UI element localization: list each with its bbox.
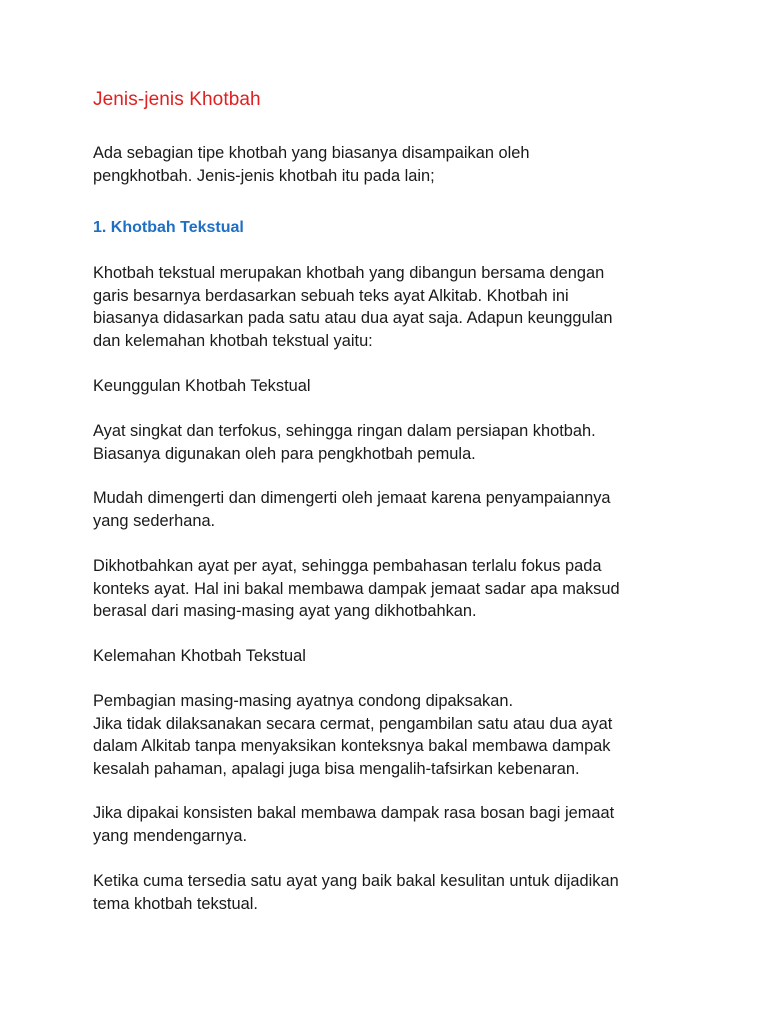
text-line: Dikhotbahkan ayat per ayat, sehingga pembahasan terlalu fokus pada [93,557,602,575]
advantage-paragraph [93,487,611,532]
weaknesses-heading [93,645,306,668]
text-line: dan kelemahan khotbah tekstual yaitu: [93,331,373,350]
weakness-paragraph [93,870,619,915]
text-line: biasanya didasarkan pada satu atau dua ayat saja. Adapun keunggulan [93,309,613,328]
text-line: Mudah dimengerti dan dimengerti oleh jemaat karena penyampaiannya [93,489,611,507]
weakness-paragraph [93,690,612,780]
text-line: konteks ayat. Hal ini bakal membawa dampak jemaat sadar apa maksud [93,579,620,598]
text-line: dalam Alkitab tanpa menyaksikan konteksnya bakal membawa dampak [93,737,611,756]
text-line: kesalah pahaman, apalagi juga bisa mengalih-tafsirkan kebenaran. [93,759,580,778]
text-line: berasal dari masing-masing ayat yang dikhotbahkan. [93,602,477,621]
text-line: Jika tidak dilaksanakan secara cermat, pengambilan satu atau dua ayat [93,714,613,733]
text-line: Biasanya digunakan oleh para pengkhotbah pemula. [93,444,476,463]
text-line: Kelemahan Khotbah Tekstual [93,647,306,665]
text-line: yang sederhana. [93,511,216,530]
text-line: Ada sebagian tipe khotbah yang biasanya disampaikan oleh [93,144,530,162]
section-heading: 1. Khotbah Tekstual [93,219,244,236]
text-line: Keunggulan Khotbah Tekstual [93,377,311,395]
text-line: Ayat singkat dan terfokus, sehingga ringan dalam persiapan khotbah. [93,422,596,440]
section-description [93,262,612,352]
intro-paragraph [93,142,530,187]
document-title: Jenis-jenis Khotbah [93,89,261,110]
text-line: Khotbah tekstual merupakan khotbah yang dibangun bersama dengan [93,264,605,282]
advantage-paragraph [93,555,620,623]
text-line: garis besarnya berdasarkan sebuah teks ayat Alkitab. Khotbah ini [93,286,569,305]
text-line: Jika dipakai konsisten bakal membawa dampak rasa bosan bagi jemaat [93,804,615,822]
text-line: tema khotbah tekstual. [93,894,258,913]
text-line: Ketika cuma tersedia satu ayat yang baik bakal kesulitan untuk dijadikan [93,872,619,890]
advantages-heading [93,375,311,398]
weakness-paragraph [93,802,614,847]
text-line: yang mendengarnya. [93,826,247,845]
advantage-paragraph [93,420,596,465]
text-line: Pembagian masing-masing ayatnya condong dipaksakan. [93,692,514,710]
text-line: pengkhotbah. Jenis-jenis khotbah itu pada lain; [93,166,435,185]
